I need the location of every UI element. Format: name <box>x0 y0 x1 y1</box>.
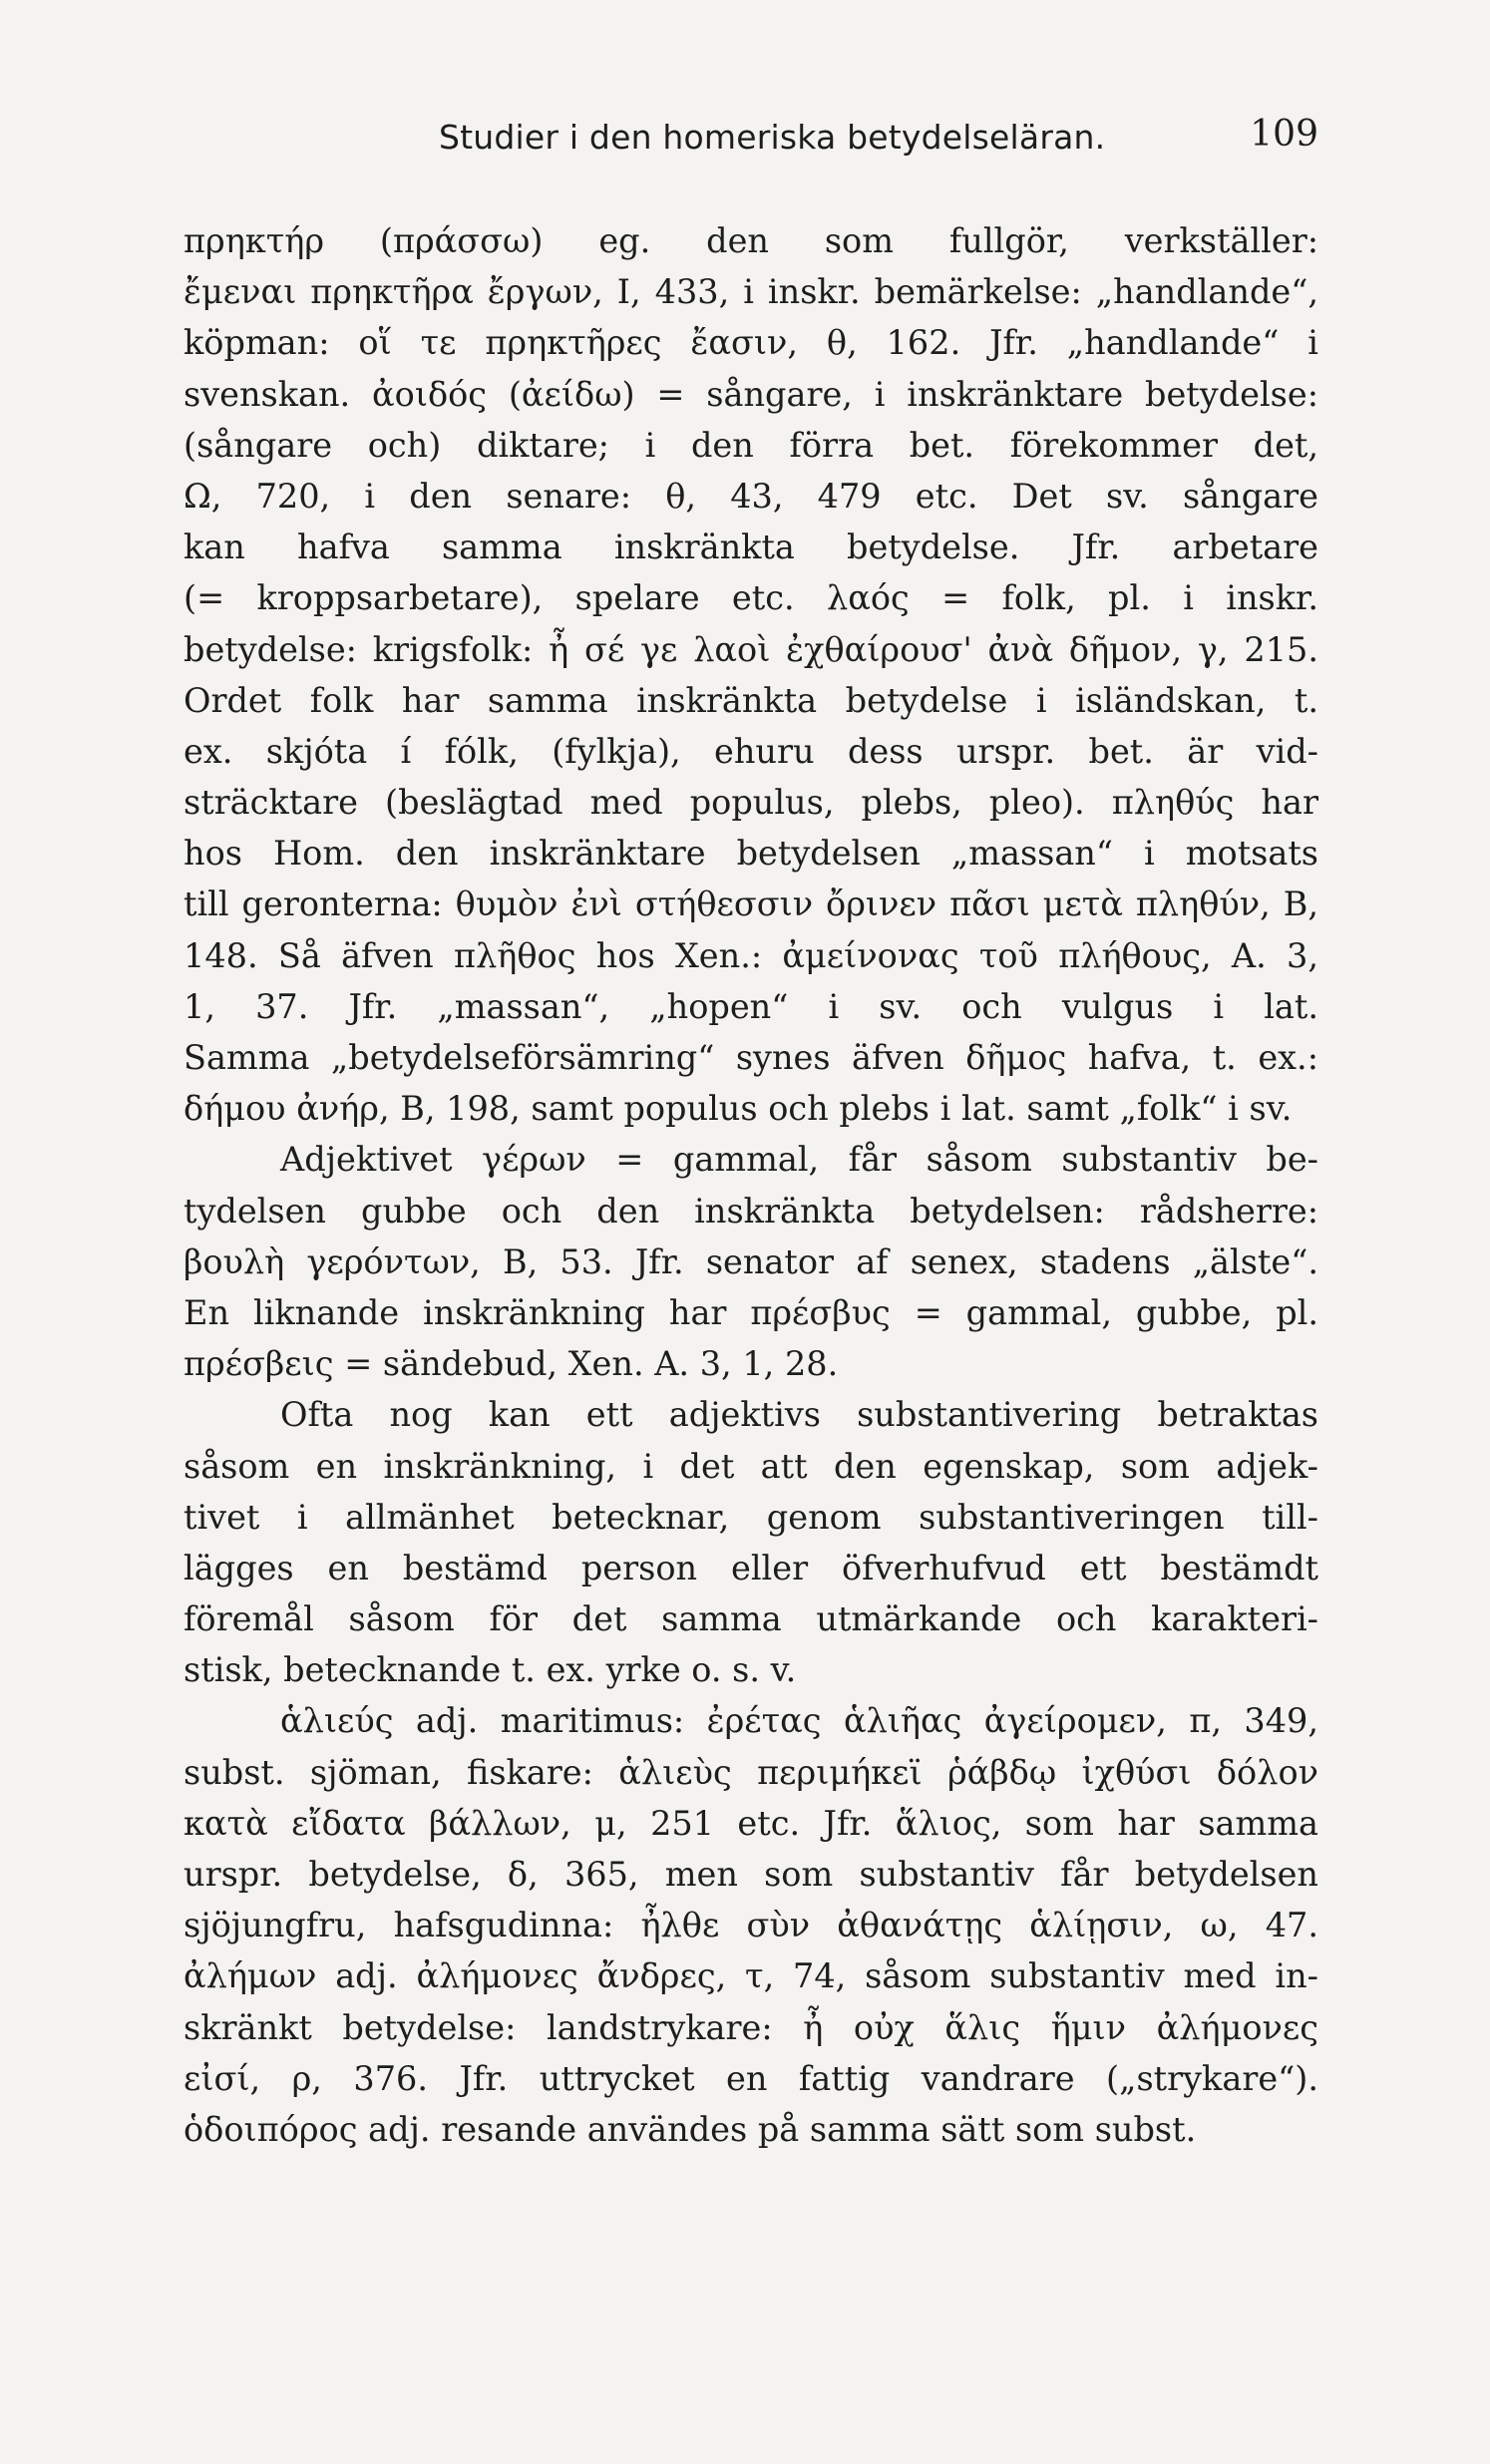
text-line: sträcktare (beslägtad med populus, plebs, pleo). πληθύς har <box>184 783 1318 823</box>
text-line: urspr. betydelse, δ, 365, men som substantiv får betydelsen <box>184 1855 1318 1894</box>
running-head: Studier i den homeriska betydelseläran. <box>439 118 1106 157</box>
text-line: betydelse: krigsfolk: ἦ σέ γε λαοὶ ἐχθαίρουσ' ἀνὰ δῆμον, γ, 215. <box>184 629 1318 669</box>
text-line: köpman: οἵ τε πρηκτῆρες ἔασιν, θ, 162. Jfr. „handlande“ i <box>184 323 1318 363</box>
text-line: βουλὴ γερόντων, B, 53. Jfr. senator af senex, stadens „älste“. <box>184 1241 1318 1281</box>
text-line: Ofta nog kan ett adjektivs substantivering betraktas <box>280 1395 1318 1435</box>
text-line: stisk, betecknande t. ex. yrke o. s. v. <box>184 1650 797 1690</box>
text-line: 1, 37. Jfr. „massan“, „hopen“ i sv. och vulgus i lat. <box>184 986 1318 1026</box>
text-line: ἁλιεύς adj. maritimus: ἐρέτας ἁλιῆας ἀγείρομεν, π, 349, <box>280 1701 1318 1741</box>
text-line: sjöjungfru, hafsgudinna: ἦλθε σὺν ἀθανάτῃς ἁλίῃσιν, ω, 47. <box>184 1906 1318 1945</box>
page-number: 109 <box>1250 114 1318 155</box>
text-line: Adjektivet γέρων = gammal, får såsom substantiv be- <box>280 1140 1318 1180</box>
text-line: δήμου ἀνήρ, B, 198, samt populus och plebs i lat. samt „folk“ i sv. <box>184 1089 1293 1129</box>
page-header <box>184 110 1318 170</box>
text-line: svenskan. ἀοιδός (ἀείδω) = sångare, i inskränktare betydelse: <box>184 374 1318 414</box>
text-line: Ordet folk har samma inskränkta betydelse i isländskan, t. <box>184 680 1318 720</box>
text-line: πρέσβεις = sändebud, Xen. A. 3, 1, 28. <box>184 1344 839 1384</box>
text-line: hos Hom. den inskränktare betydelsen „massan“ i motsats <box>184 834 1318 874</box>
text-line: såsom en inskränkning, i det att den egenskap, som adjek- <box>184 1446 1318 1486</box>
text-line: till geronterna: θυμὸν ἐνὶ στήθεσσιν ὄρινεν πᾶσι μετὰ πληθύν, B, <box>184 884 1318 924</box>
text-line: tydelsen gubbe och den inskränkta betydelsen: rådsherre: <box>184 1191 1318 1231</box>
text-line: föremål såsom för det samma utmärkande och karakteri- <box>184 1599 1318 1639</box>
text-line: (sångare och) diktare; i den förra bet. förekommer det, <box>184 425 1318 465</box>
body-text <box>184 215 1318 2155</box>
text-line: lägges en bestämd person eller öfverhufvud ett bestämdt <box>184 1548 1318 1587</box>
text-line: (= kroppsarbetare), spelare etc. λαός = folk, pl. i inskr. <box>184 578 1318 618</box>
text-line: εἰσί, ρ, 376. Jfr. uttrycket en fattig vandrare („strykare“). <box>184 2058 1318 2098</box>
text-line: ex. skjóta í fólk, (fylkja), ehuru dess urspr. bet. är vid- <box>184 731 1318 771</box>
text-line: Samma „betydelseförsämring“ synes äfven δῆμος hafva, t. ex.: <box>184 1038 1318 1077</box>
text-line: skränkt betydelse: landstrykare: ἦ οὐχ ἅλις ἥμιν ἀλήμονες <box>184 2007 1318 2047</box>
text-line: ὁδοιπόρος adj. resande användes på samma sätt som subst. <box>184 2109 1197 2149</box>
text-line: subst. sjöman, fiskare: ἁλιεὺς περιμήκεϊ ῥάβδῳ ἰχθύσι δόλον <box>184 1752 1318 1792</box>
text-line: kan hafva samma inskränkta betydelse. Jfr. arbetare <box>184 528 1318 567</box>
text-line: ἔμεναι πρηκτῆρα ἔργων, I, 433, i inskr. bemärkelse: „handlande“, <box>184 272 1318 312</box>
text-line: Ω, 720, i den senare: θ, 43, 479 etc. Det sv. sångare <box>184 476 1318 516</box>
text-line: 148. Så äfven πλῆθος hos Xen.: ἀμείνονας τοῦ πλήθους, A. 3, <box>184 935 1318 975</box>
text-line: En liknande inskränkning har πρέσβυς = gammal, gubbe, pl. <box>184 1292 1318 1332</box>
text-line: πρηκτήρ (πράσσω) eg. den som fullgör, verkställer: <box>184 221 1318 260</box>
text-line: ἀλήμων adj. ἀλήμονες ἄνδρες, τ, 74, såsom substantiv med in- <box>184 1956 1318 1996</box>
text-line: tivet i allmänhet betecknar, genom substantiveringen till- <box>184 1497 1318 1537</box>
text-line: κατὰ εἴδατα βάλλων, μ, 251 etc. Jfr. ἅλιος, som har samma <box>184 1803 1318 1843</box>
